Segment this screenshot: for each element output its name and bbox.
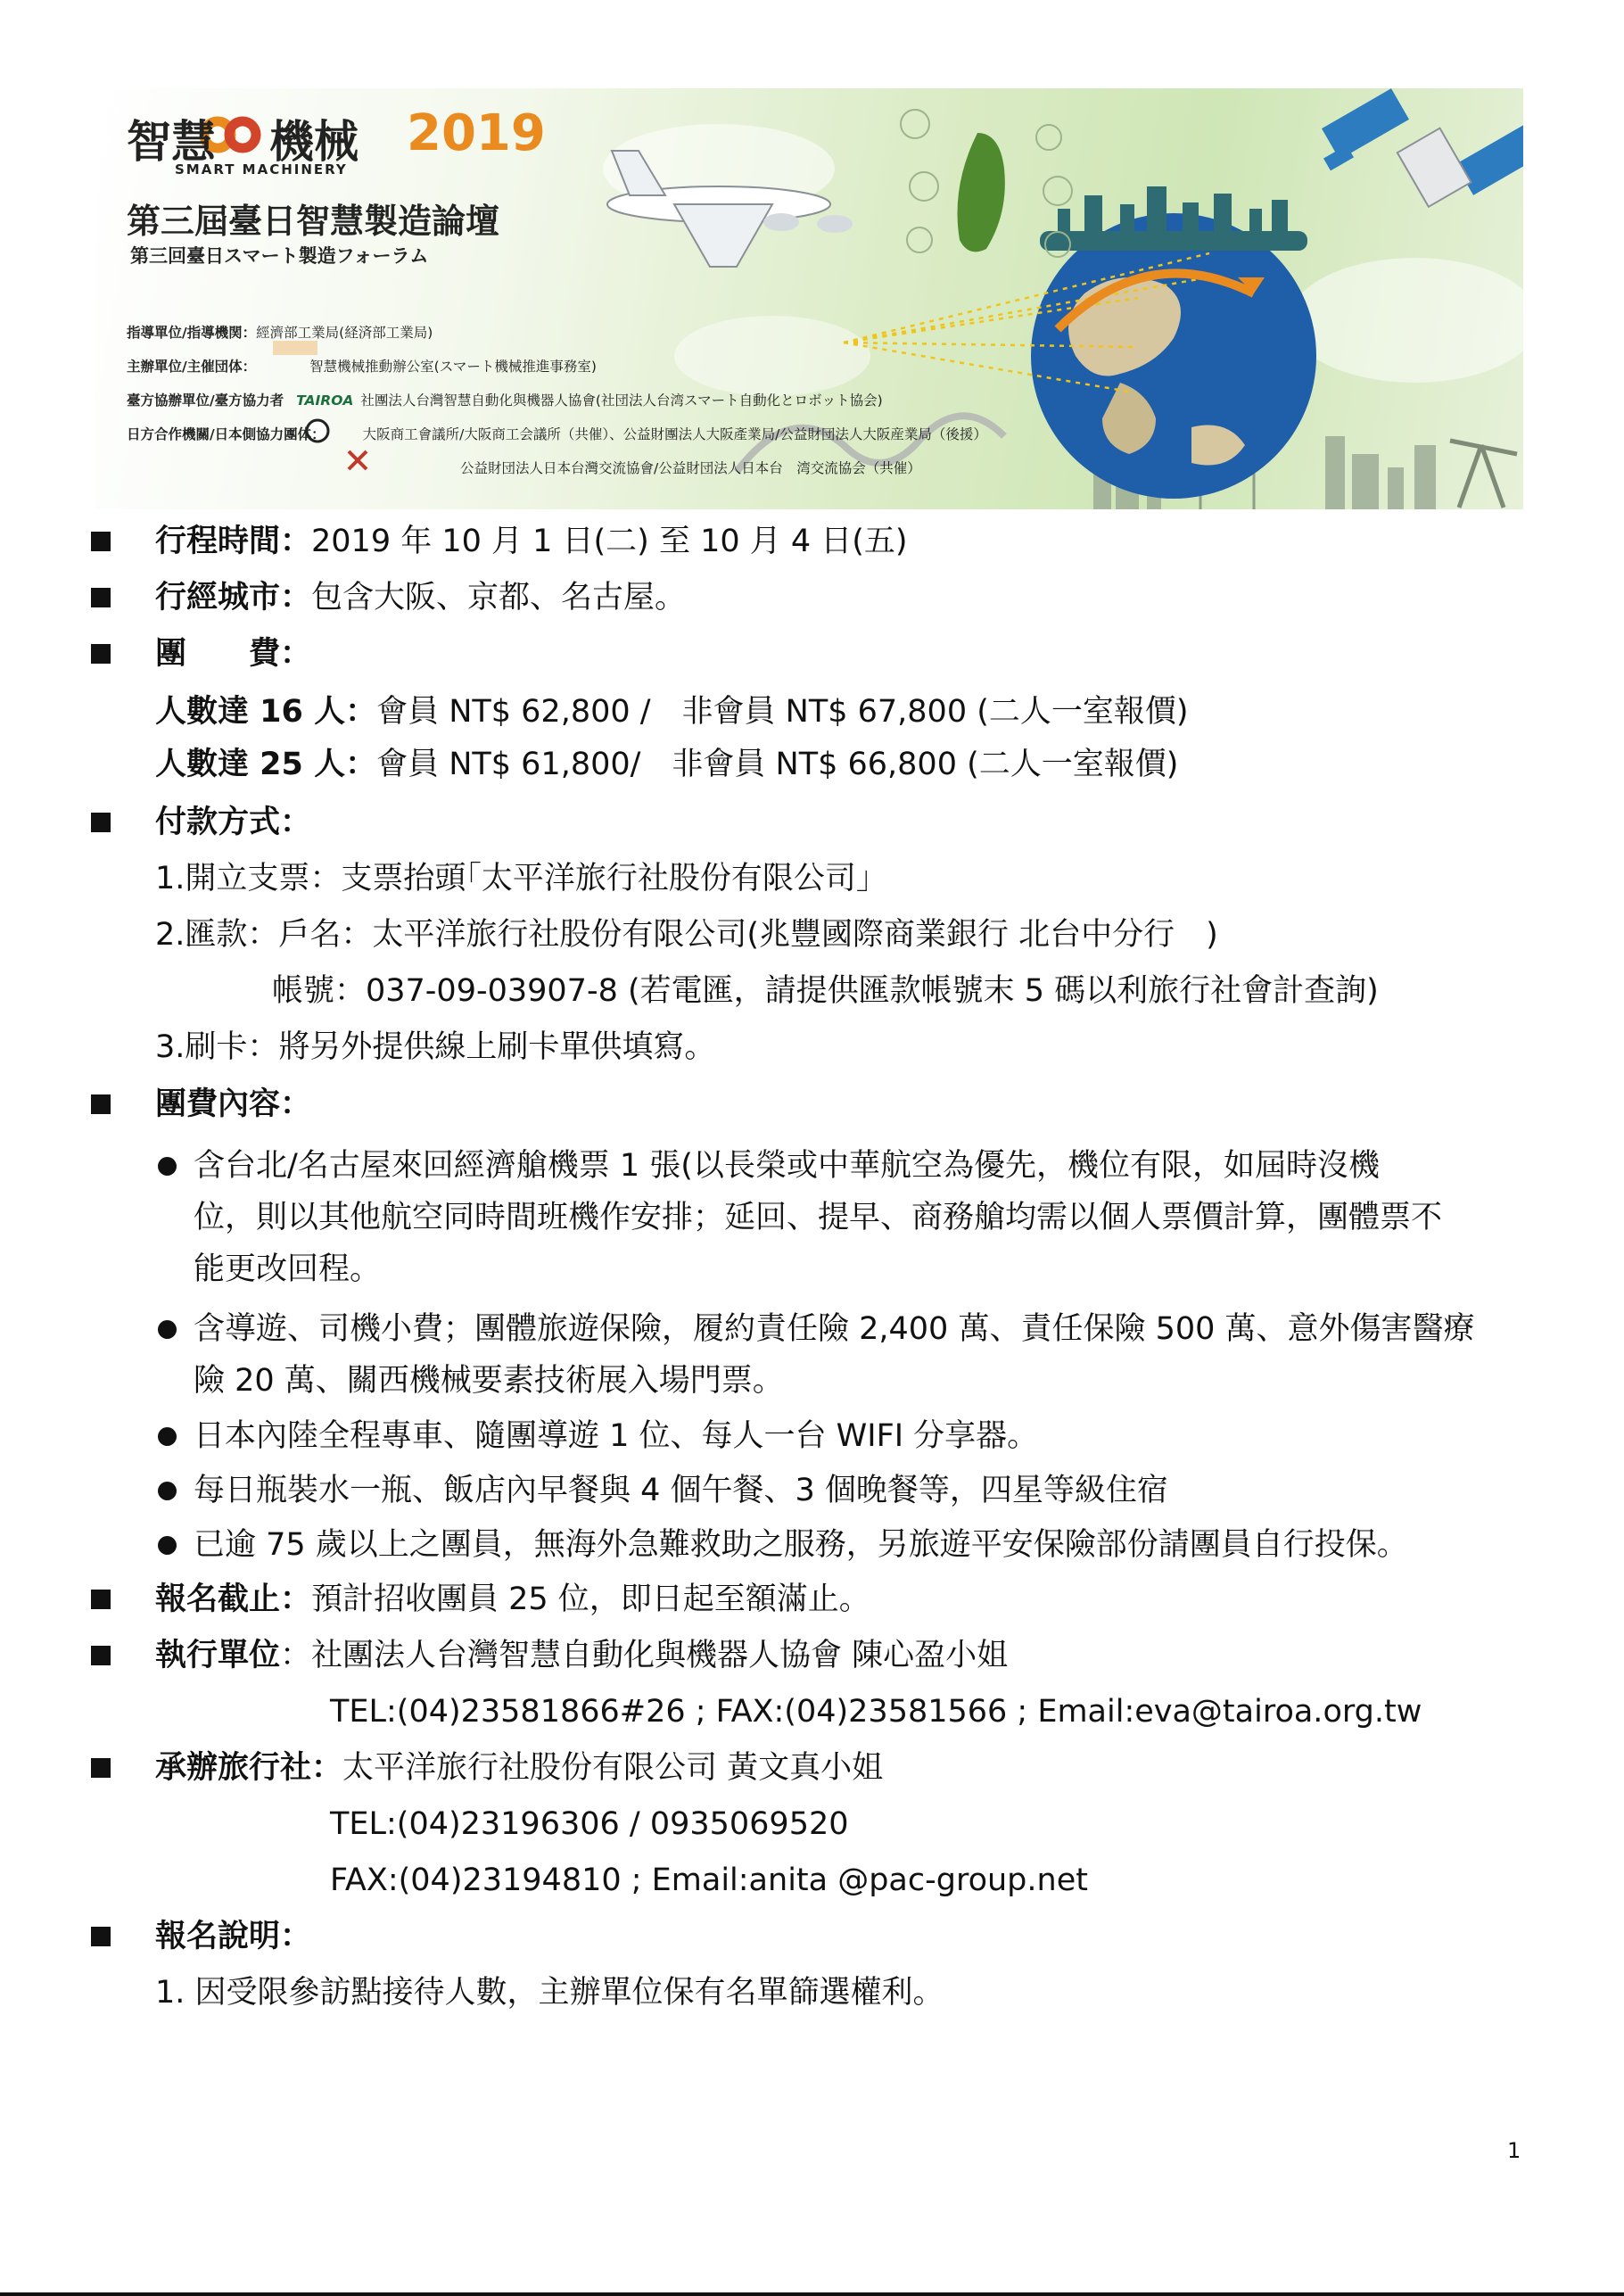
includes-label: 團費內容： xyxy=(155,1086,312,1122)
satellite-icon xyxy=(1322,88,1523,207)
includes-item-5: 已逾 75 歲以上之團員，無海外急難救助之服務，另旅遊平安保險部份請團員自行投保。 xyxy=(194,1527,1408,1563)
page-bottom-border xyxy=(0,2292,1624,2296)
deadline-label: 報名截止： xyxy=(155,1582,312,1617)
cities-line xyxy=(155,578,686,617)
bullet-square xyxy=(91,644,111,664)
globe-icon xyxy=(1031,213,1316,499)
deadline-line xyxy=(155,1580,870,1619)
fee-16-line xyxy=(155,692,1189,731)
cities-label: 行經城市： xyxy=(155,580,312,615)
org-row-exchange-assoc xyxy=(460,458,921,477)
bullet-dot xyxy=(158,1427,177,1446)
org-exchange-text: 公益財団法人日本台灣交流協會/公益財団法人日本台 湾交流協会（共催） xyxy=(460,460,921,476)
fee-16-label: 人數達 16 人： xyxy=(155,694,377,730)
executor-label: 執行單位 xyxy=(155,1638,281,1673)
bullet-square xyxy=(91,1646,111,1665)
fee-label: 團 費： xyxy=(155,636,312,672)
includes-item-2a: 含導遊、司機小費；團體旅遊保險，履約責任險 2,400 萬、責任保險 500 萬、意外傷害醫療 xyxy=(194,1311,1475,1347)
executor-line xyxy=(155,1636,1008,1675)
agency-tel: TEL:(04)23196306 / 0935069520 xyxy=(330,1806,849,1842)
notes-item-1: 1. 因受限參訪點接待人數，主辦單位保有名單篩選權利。 xyxy=(155,1975,944,2011)
fee-25-label: 人數達 25 人： xyxy=(155,747,377,782)
org-guidance-text: 經濟部工業局(経済部工業局) xyxy=(256,325,433,341)
bullet-square xyxy=(91,1094,111,1114)
brand-name-right: 機械 xyxy=(269,116,359,168)
org-host-text: 智慧機械推動辦公室(スマート機械推進事務室) xyxy=(309,359,597,375)
bullet-square xyxy=(91,1590,111,1609)
notes-label: 報名說明： xyxy=(155,1919,312,1954)
org-co-text: 社團法人台灣智慧自動化與機器人協會(社団法人台湾スマート自動化とロボット協会) xyxy=(360,392,883,409)
brand-name-left: 智慧 xyxy=(127,116,216,168)
payment-label: 付款方式： xyxy=(155,805,312,840)
brand-english-name: SMART MACHINERY xyxy=(175,161,348,178)
bullet-square xyxy=(91,532,111,551)
schedule-value: 2019 年 10 月 1 日(二) 至 10 月 4 日(五) xyxy=(311,524,908,559)
executor-contact: TEL:(04)23581866#26 ; FAX:(04)23581566 ; Email:eva@tairoa.org.tw xyxy=(330,1694,1422,1730)
agency-line xyxy=(155,1748,883,1788)
executor-value: ：社團法人台灣智慧自動化與機器人協會 陳心盈小姐 xyxy=(280,1638,1009,1673)
forum-title-zh: 第三屆臺日智慧製造論壇 xyxy=(127,202,500,241)
taiwan-map-icon xyxy=(958,133,1005,252)
oil-pump-icon xyxy=(1450,441,1517,508)
org-japan-text: 大阪商工會議所/大阪商工会議所（共催）、公益財團法人大阪產業局/公益財団法人大阪産業局（後援） xyxy=(362,426,987,442)
fee-16-value: 會員 NT$ 62,800 / 非會員 NT$ 67,800 (二人一室報價) xyxy=(376,694,1189,730)
agency-value: 太平洋旅行社股份有限公司 黃文真小姐 xyxy=(342,1750,884,1786)
org-row-host xyxy=(127,356,597,376)
payment-transfer: 2.匯款：戶名：太平洋旅行社股份有限公司(兆豐國際商業銀行 北台中分行 ) xyxy=(155,917,1218,953)
includes-item-4: 每日瓶裝水一瓶、飯店內早餐與 4 個午餐、3 個晚餐等，四星等級住宿 xyxy=(194,1473,1168,1508)
schedule-label: 行程時間： xyxy=(155,524,312,559)
bullet-square xyxy=(91,813,111,832)
includes-item-3: 日本內陸全程專車、隨團導遊 1 位、每人一台 WIFI 分享器。 xyxy=(194,1418,1039,1454)
fee-25-value: 會員 NT$ 61,800/ 非會員 NT$ 66,800 (二人一室報價) xyxy=(376,747,1179,782)
bullet-square xyxy=(91,1927,111,1946)
payment-card: 3.刷卡：將另外提供線上刷卡單供填寫。 xyxy=(155,1029,716,1065)
includes-item-1a: 含台北/名古屋來回經濟艙機票 1 張(以長榮或中華航空為優先，機位有限，如屆時沒機 xyxy=(194,1148,1380,1184)
bullet-dot xyxy=(158,1482,177,1500)
org-host-label: 主辦單位/主催団体： xyxy=(127,359,257,375)
tairoa-logo: TAIROA xyxy=(296,392,354,409)
org-row-japan-partner xyxy=(127,424,987,443)
forum-title-ja: 第三回臺日スマート製造フォーラム xyxy=(130,245,429,267)
org-row-co-organizer xyxy=(127,390,883,409)
bullet-dot xyxy=(158,1536,177,1555)
notes-heading xyxy=(155,1917,311,1956)
org-co-label: 臺方協辦單位/臺方協力者 xyxy=(127,392,284,409)
event-banner xyxy=(95,88,1523,509)
includes-item-1c: 能更改回程。 xyxy=(194,1251,382,1287)
banner-year: 2019 xyxy=(407,104,546,162)
bullet-dot xyxy=(158,1157,177,1176)
includes-item-1b: 位，則以其他航空同時間班機作安排；延回、提早、商務艙均需以個人票價計算，團體票不 xyxy=(194,1200,1443,1235)
payment-cheque: 1.開立支票：支票抬頭｢太平洋旅行社股份有限公司｣ xyxy=(155,861,872,896)
bullet-square xyxy=(91,1758,111,1778)
bullet-square xyxy=(91,588,111,607)
includes-heading xyxy=(155,1085,311,1124)
fee-25-line xyxy=(155,745,1178,784)
page-number: 1 xyxy=(1507,2138,1521,2163)
cities-value: 包含大阪、京都、名古屋。 xyxy=(311,580,687,615)
payment-heading xyxy=(155,803,311,842)
agency-fax: FAX:(04)23194810 ; Email:anita @pac-group.net xyxy=(330,1862,1088,1898)
org-guidance-label: 指導單位/指導機関： xyxy=(127,325,257,341)
payment-account: 帳號：037-09-03907-8 (若電匯，請提供匯款帳號末 5 碼以利旅行社會計查詢) xyxy=(272,973,1379,1009)
org-japan-label: 日方合作機關/日本側協力團体： xyxy=(127,426,326,442)
schedule-line xyxy=(155,522,908,561)
includes-item-2b: 險 20 萬、關西機械要素技術展入場門票。 xyxy=(194,1363,784,1399)
bullet-dot xyxy=(158,1320,177,1339)
org-row-guidance xyxy=(127,322,433,342)
fee-heading xyxy=(155,634,311,673)
deadline-value: 預計招收團員 25 位，即日起至額滿止。 xyxy=(311,1582,870,1617)
agency-label: 承辦旅行社： xyxy=(155,1750,343,1786)
